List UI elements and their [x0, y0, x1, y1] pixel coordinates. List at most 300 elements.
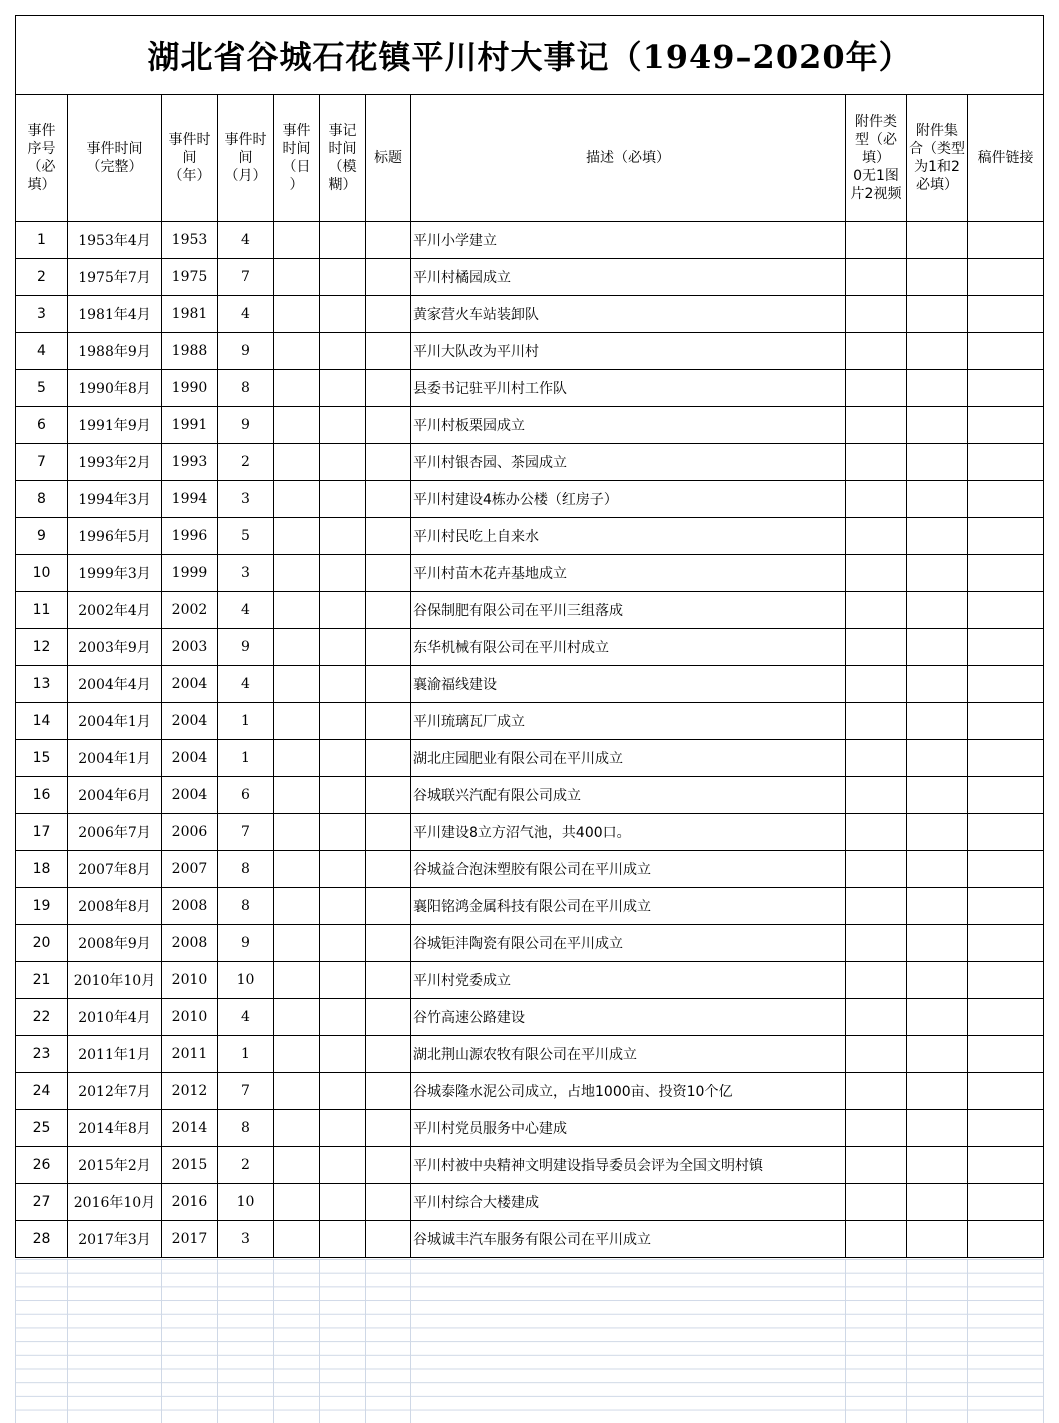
header-label-attach-set: 附件集 合（类型 为1和2 必填）	[909, 123, 965, 193]
cell-article-link	[968, 370, 1044, 407]
cell-month: 4	[218, 222, 274, 259]
cell-description: 县委书记驻平川村工作队	[411, 370, 846, 407]
cell-month: 10	[218, 1184, 274, 1221]
cell-attachment-set	[907, 1147, 968, 1184]
cell-day	[274, 777, 320, 814]
cell-title	[366, 222, 411, 259]
cell-title	[366, 888, 411, 925]
table-row	[16, 703, 1044, 740]
cell-fuzzy-time	[320, 592, 366, 629]
cell-attachment-set	[907, 407, 968, 444]
cell-title	[366, 814, 411, 851]
cell-year: 2008	[162, 888, 218, 925]
cell-year: 1988	[162, 333, 218, 370]
cell-seq: 11	[16, 592, 68, 629]
table-row	[16, 370, 1044, 407]
cell-month: 4	[218, 592, 274, 629]
cell-time-full: 1988年9月	[68, 333, 162, 370]
cell-attachment-type	[846, 222, 907, 259]
page-title: 湖北省谷城石花镇平川村大事记（1949–2020年）	[16, 16, 1044, 95]
cell-attachment-type	[846, 481, 907, 518]
cell-month: 9	[218, 925, 274, 962]
cell-fuzzy-time	[320, 1221, 366, 1258]
cell-day	[274, 444, 320, 481]
cell-fuzzy-time	[320, 1147, 366, 1184]
cell-seq: 5	[16, 370, 68, 407]
cell-attachment-set	[907, 444, 968, 481]
cell-title	[366, 1184, 411, 1221]
header-article-link	[968, 95, 1044, 222]
header-month	[218, 95, 274, 222]
cell-attachment-set	[907, 1110, 968, 1147]
cell-day	[274, 370, 320, 407]
cell-description: 谷城益合泡沫塑胶有限公司在平川成立	[411, 851, 846, 888]
cell-attachment-type	[846, 777, 907, 814]
cell-description: 平川村被中央精神文明建设指导委员会评为全国文明村镇	[411, 1147, 846, 1184]
header-row	[16, 95, 1044, 222]
cell-seq: 4	[16, 333, 68, 370]
cell-attachment-set	[907, 740, 968, 777]
header-label-desc: 描述（必填）	[586, 150, 670, 166]
cell-attachment-set	[907, 333, 968, 370]
cell-seq: 20	[16, 925, 68, 962]
cell-article-link	[968, 481, 1044, 518]
table-row	[16, 1184, 1044, 1221]
cell-attachment-type	[846, 962, 907, 999]
cell-attachment-type	[846, 1036, 907, 1073]
cell-attachment-set	[907, 1073, 968, 1110]
cell-title	[366, 407, 411, 444]
cell-article-link	[968, 1036, 1044, 1073]
table-row	[16, 333, 1044, 370]
cell-attachment-type	[846, 518, 907, 555]
cell-fuzzy-time	[320, 666, 366, 703]
cell-description: 平川村综合大楼建成	[411, 1184, 846, 1221]
cell-time-full: 1991年9月	[68, 407, 162, 444]
header-attachment-type	[846, 95, 907, 222]
cell-year: 2002	[162, 592, 218, 629]
table-row	[16, 555, 1044, 592]
cell-time-full: 1975年7月	[68, 259, 162, 296]
cell-attachment-type	[846, 1147, 907, 1184]
cell-fuzzy-time	[320, 999, 366, 1036]
table-row	[16, 407, 1044, 444]
cell-day	[274, 666, 320, 703]
cell-attachment-set	[907, 592, 968, 629]
cell-title	[366, 666, 411, 703]
cell-month: 9	[218, 407, 274, 444]
cell-time-full: 2004年4月	[68, 666, 162, 703]
cell-fuzzy-time	[320, 370, 366, 407]
cell-year: 2015	[162, 1147, 218, 1184]
cell-month: 9	[218, 333, 274, 370]
cell-attachment-type	[846, 407, 907, 444]
cell-month: 2	[218, 1147, 274, 1184]
table-row	[16, 259, 1044, 296]
cell-title	[366, 703, 411, 740]
cell-fuzzy-time	[320, 888, 366, 925]
header-fuzzy-time	[320, 95, 366, 222]
cell-month: 6	[218, 777, 274, 814]
cell-fuzzy-time	[320, 296, 366, 333]
cell-title	[366, 481, 411, 518]
cell-description: 平川村党员服务中心建成	[411, 1110, 846, 1147]
cell-month: 7	[218, 814, 274, 851]
cell-seq: 25	[16, 1110, 68, 1147]
cell-fuzzy-time	[320, 407, 366, 444]
cell-month: 7	[218, 1073, 274, 1110]
table-row	[16, 629, 1044, 666]
cell-attachment-set	[907, 962, 968, 999]
cell-article-link	[968, 1147, 1044, 1184]
cell-year: 2014	[162, 1110, 218, 1147]
table-row	[16, 296, 1044, 333]
cell-year: 1991	[162, 407, 218, 444]
cell-seq: 24	[16, 1073, 68, 1110]
cell-attachment-set	[907, 851, 968, 888]
cell-attachment-type	[846, 333, 907, 370]
header-label-title: 标题	[374, 150, 402, 166]
cell-title	[366, 999, 411, 1036]
cell-year: 2004	[162, 666, 218, 703]
cell-article-link	[968, 259, 1044, 296]
cell-description: 谷城钜沣陶瓷有限公司在平川成立	[411, 925, 846, 962]
cell-fuzzy-time	[320, 333, 366, 370]
cell-attachment-type	[846, 703, 907, 740]
cell-title	[366, 1036, 411, 1073]
cell-attachment-set	[907, 518, 968, 555]
cell-attachment-type	[846, 296, 907, 333]
cell-fuzzy-time	[320, 851, 366, 888]
cell-time-full: 2014年8月	[68, 1110, 162, 1147]
table-row	[16, 1147, 1044, 1184]
cell-attachment-set	[907, 370, 968, 407]
cell-day	[274, 962, 320, 999]
cell-time-full: 2002年4月	[68, 592, 162, 629]
cell-month: 7	[218, 259, 274, 296]
cell-attachment-set	[907, 777, 968, 814]
cell-month: 3	[218, 555, 274, 592]
cell-year: 2004	[162, 740, 218, 777]
cell-seq: 28	[16, 1221, 68, 1258]
cell-day	[274, 703, 320, 740]
cell-day	[274, 629, 320, 666]
cell-year: 1953	[162, 222, 218, 259]
cell-fuzzy-time	[320, 814, 366, 851]
header-label-attach-type: 附件类 型（必 填） 0无1图 片2视频	[850, 114, 902, 202]
cell-time-full: 2016年10月	[68, 1184, 162, 1221]
table-row	[16, 851, 1044, 888]
header-time-full	[68, 95, 162, 222]
cell-article-link	[968, 222, 1044, 259]
cell-title	[366, 777, 411, 814]
cell-description: 黄家营火车站装卸队	[411, 296, 846, 333]
cell-description: 湖北庄园肥业有限公司在平川成立	[411, 740, 846, 777]
cell-attachment-set	[907, 925, 968, 962]
cell-day	[274, 1036, 320, 1073]
cell-article-link	[968, 407, 1044, 444]
cell-description: 襄渝福线建设	[411, 666, 846, 703]
cell-seq: 17	[16, 814, 68, 851]
cell-time-full: 1996年5月	[68, 518, 162, 555]
cell-title	[366, 962, 411, 999]
cell-article-link	[968, 740, 1044, 777]
cell-description: 谷城泰隆水泥公司成立，占地1000亩、投资10个亿	[411, 1073, 846, 1110]
cell-year: 2011	[162, 1036, 218, 1073]
cell-description: 平川村党委成立	[411, 962, 846, 999]
cell-seq: 22	[16, 999, 68, 1036]
cell-attachment-type	[846, 851, 907, 888]
cell-day	[274, 1073, 320, 1110]
cell-description: 湖北荆山源农牧有限公司在平川成立	[411, 1036, 846, 1073]
cell-description: 谷城诚丰汽车服务有限公司在平川成立	[411, 1221, 846, 1258]
cell-attachment-set	[907, 1184, 968, 1221]
cell-month: 5	[218, 518, 274, 555]
cell-description: 平川村板栗园成立	[411, 407, 846, 444]
cell-attachment-set	[907, 703, 968, 740]
cell-article-link	[968, 1073, 1044, 1110]
cell-day	[274, 999, 320, 1036]
cell-time-full: 2003年9月	[68, 629, 162, 666]
cell-description: 谷保制肥有限公司在平川三组落成	[411, 592, 846, 629]
cell-year: 1975	[162, 259, 218, 296]
table-row	[16, 925, 1044, 962]
header-label-time-full: 事件时间 （完整）	[86, 141, 143, 175]
cell-article-link	[968, 962, 1044, 999]
cell-month: 8	[218, 1110, 274, 1147]
cell-attachment-set	[907, 222, 968, 259]
cell-month: 1	[218, 740, 274, 777]
cell-article-link	[968, 296, 1044, 333]
cell-article-link	[968, 518, 1044, 555]
cell-description: 谷城联兴汽配有限公司成立	[411, 777, 846, 814]
cell-month: 1	[218, 703, 274, 740]
header-year	[162, 95, 218, 222]
cell-time-full: 1993年2月	[68, 444, 162, 481]
cell-description: 谷竹高速公路建设	[411, 999, 846, 1036]
cell-time-full: 2010年10月	[68, 962, 162, 999]
cell-fuzzy-time	[320, 555, 366, 592]
cell-month: 9	[218, 629, 274, 666]
cell-year: 1990	[162, 370, 218, 407]
cell-day	[274, 888, 320, 925]
cell-article-link	[968, 333, 1044, 370]
header-seq	[16, 95, 68, 222]
cell-article-link	[968, 925, 1044, 962]
cell-day	[274, 814, 320, 851]
cell-year: 1981	[162, 296, 218, 333]
cell-description: 平川建设8立方沼气池，共400口。	[411, 814, 846, 851]
cell-description: 平川村建设4栋办公楼（红房子）	[411, 481, 846, 518]
table-row	[16, 962, 1044, 999]
table-row	[16, 1110, 1044, 1147]
cell-attachment-type	[846, 925, 907, 962]
table-row	[16, 1221, 1044, 1258]
cell-day	[274, 1147, 320, 1184]
cell-fuzzy-time	[320, 703, 366, 740]
cell-description: 平川大队改为平川村	[411, 333, 846, 370]
cell-attachment-type	[846, 629, 907, 666]
cell-day	[274, 851, 320, 888]
cell-attachment-set	[907, 555, 968, 592]
cell-day	[274, 296, 320, 333]
cell-seq: 26	[16, 1147, 68, 1184]
cell-month: 3	[218, 1221, 274, 1258]
cell-article-link	[968, 666, 1044, 703]
table-row	[16, 481, 1044, 518]
header-label-year: 事件时 间 （年）	[168, 132, 211, 184]
cell-day	[274, 222, 320, 259]
cell-article-link	[968, 444, 1044, 481]
cell-fuzzy-time	[320, 1110, 366, 1147]
table-row	[16, 444, 1044, 481]
table-row	[16, 1073, 1044, 1110]
cell-month: 1	[218, 1036, 274, 1073]
cell-attachment-type	[846, 1110, 907, 1147]
cell-attachment-type	[846, 666, 907, 703]
table-row	[16, 814, 1044, 851]
cell-seq: 12	[16, 629, 68, 666]
cell-month: 3	[218, 481, 274, 518]
cell-month: 8	[218, 888, 274, 925]
cell-year: 2010	[162, 999, 218, 1036]
cell-title	[366, 1073, 411, 1110]
cell-attachment-type	[846, 592, 907, 629]
cell-time-full: 2007年8月	[68, 851, 162, 888]
cell-title	[366, 1147, 411, 1184]
cell-attachment-type	[846, 814, 907, 851]
cell-year: 1996	[162, 518, 218, 555]
cell-title	[366, 592, 411, 629]
cell-attachment-set	[907, 481, 968, 518]
cell-description: 平川琉璃瓦厂成立	[411, 703, 846, 740]
cell-seq: 9	[16, 518, 68, 555]
cell-seq: 15	[16, 740, 68, 777]
cell-seq: 27	[16, 1184, 68, 1221]
cell-description: 平川小学建立	[411, 222, 846, 259]
cell-time-full: 1990年8月	[68, 370, 162, 407]
cell-article-link	[968, 999, 1044, 1036]
cell-year: 2008	[162, 925, 218, 962]
cell-fuzzy-time	[320, 222, 366, 259]
cell-seq: 7	[16, 444, 68, 481]
cell-article-link	[968, 555, 1044, 592]
header-label-month: 事件时 间 （月）	[224, 132, 267, 184]
cell-time-full: 1953年4月	[68, 222, 162, 259]
cell-attachment-set	[907, 814, 968, 851]
cell-day	[274, 925, 320, 962]
cell-attachment-type	[846, 1073, 907, 1110]
cell-fuzzy-time	[320, 777, 366, 814]
cell-day	[274, 518, 320, 555]
cell-attachment-set	[907, 1221, 968, 1258]
cell-time-full: 2004年1月	[68, 740, 162, 777]
cell-time-full: 1994年3月	[68, 481, 162, 518]
cell-year: 1994	[162, 481, 218, 518]
cell-article-link	[968, 1110, 1044, 1147]
cell-article-link	[968, 1221, 1044, 1258]
cell-attachment-set	[907, 888, 968, 925]
cell-seq: 19	[16, 888, 68, 925]
cell-seq: 3	[16, 296, 68, 333]
table-row	[16, 888, 1044, 925]
cell-year: 1993	[162, 444, 218, 481]
cell-time-full: 2006年7月	[68, 814, 162, 851]
cell-title	[366, 1110, 411, 1147]
cell-attachment-set	[907, 666, 968, 703]
cell-month: 2	[218, 444, 274, 481]
cell-title	[366, 444, 411, 481]
cell-day	[274, 592, 320, 629]
cell-fuzzy-time	[320, 1073, 366, 1110]
cell-article-link	[968, 777, 1044, 814]
cell-time-full: 2012年7月	[68, 1073, 162, 1110]
cell-time-full: 2004年6月	[68, 777, 162, 814]
cell-month: 8	[218, 851, 274, 888]
cell-attachment-type	[846, 999, 907, 1036]
cell-title	[366, 333, 411, 370]
cell-time-full: 1999年3月	[68, 555, 162, 592]
cell-fuzzy-time	[320, 962, 366, 999]
cell-day	[274, 407, 320, 444]
cell-seq: 23	[16, 1036, 68, 1073]
cell-year: 2003	[162, 629, 218, 666]
cell-seq: 8	[16, 481, 68, 518]
header-description	[411, 95, 846, 222]
cell-year: 2007	[162, 851, 218, 888]
cell-day	[274, 740, 320, 777]
cell-title	[366, 296, 411, 333]
table-row	[16, 777, 1044, 814]
cell-attachment-type	[846, 740, 907, 777]
cell-fuzzy-time	[320, 518, 366, 555]
header-label-fuzzy: 事记 时间 （模 糊）	[328, 123, 357, 193]
cell-title	[366, 629, 411, 666]
cell-seq: 14	[16, 703, 68, 740]
cell-time-full: 2008年8月	[68, 888, 162, 925]
cell-title	[366, 259, 411, 296]
cell-title	[366, 925, 411, 962]
cell-description: 平川村橘园成立	[411, 259, 846, 296]
table-row	[16, 666, 1044, 703]
cell-year: 2016	[162, 1184, 218, 1221]
table-row	[16, 740, 1044, 777]
table-row	[16, 592, 1044, 629]
cell-seq: 2	[16, 259, 68, 296]
table-row	[16, 1036, 1044, 1073]
cell-seq: 6	[16, 407, 68, 444]
cell-title	[366, 518, 411, 555]
cell-time-full: 2017年3月	[68, 1221, 162, 1258]
cell-fuzzy-time	[320, 444, 366, 481]
cell-seq: 1	[16, 222, 68, 259]
cell-description: 东华机械有限公司在平川村成立	[411, 629, 846, 666]
header-title	[366, 95, 411, 222]
table-row	[16, 518, 1044, 555]
cell-time-full: 2015年2月	[68, 1147, 162, 1184]
cell-time-full: 1981年4月	[68, 296, 162, 333]
cell-seq: 13	[16, 666, 68, 703]
cell-seq: 18	[16, 851, 68, 888]
cell-description: 平川村苗木花卉基地成立	[411, 555, 846, 592]
cell-attachment-type	[846, 1221, 907, 1258]
cell-time-full: 2011年1月	[68, 1036, 162, 1073]
header-day	[274, 95, 320, 222]
cell-month: 4	[218, 296, 274, 333]
cell-day	[274, 1184, 320, 1221]
cell-article-link	[968, 592, 1044, 629]
cell-article-link	[968, 703, 1044, 740]
